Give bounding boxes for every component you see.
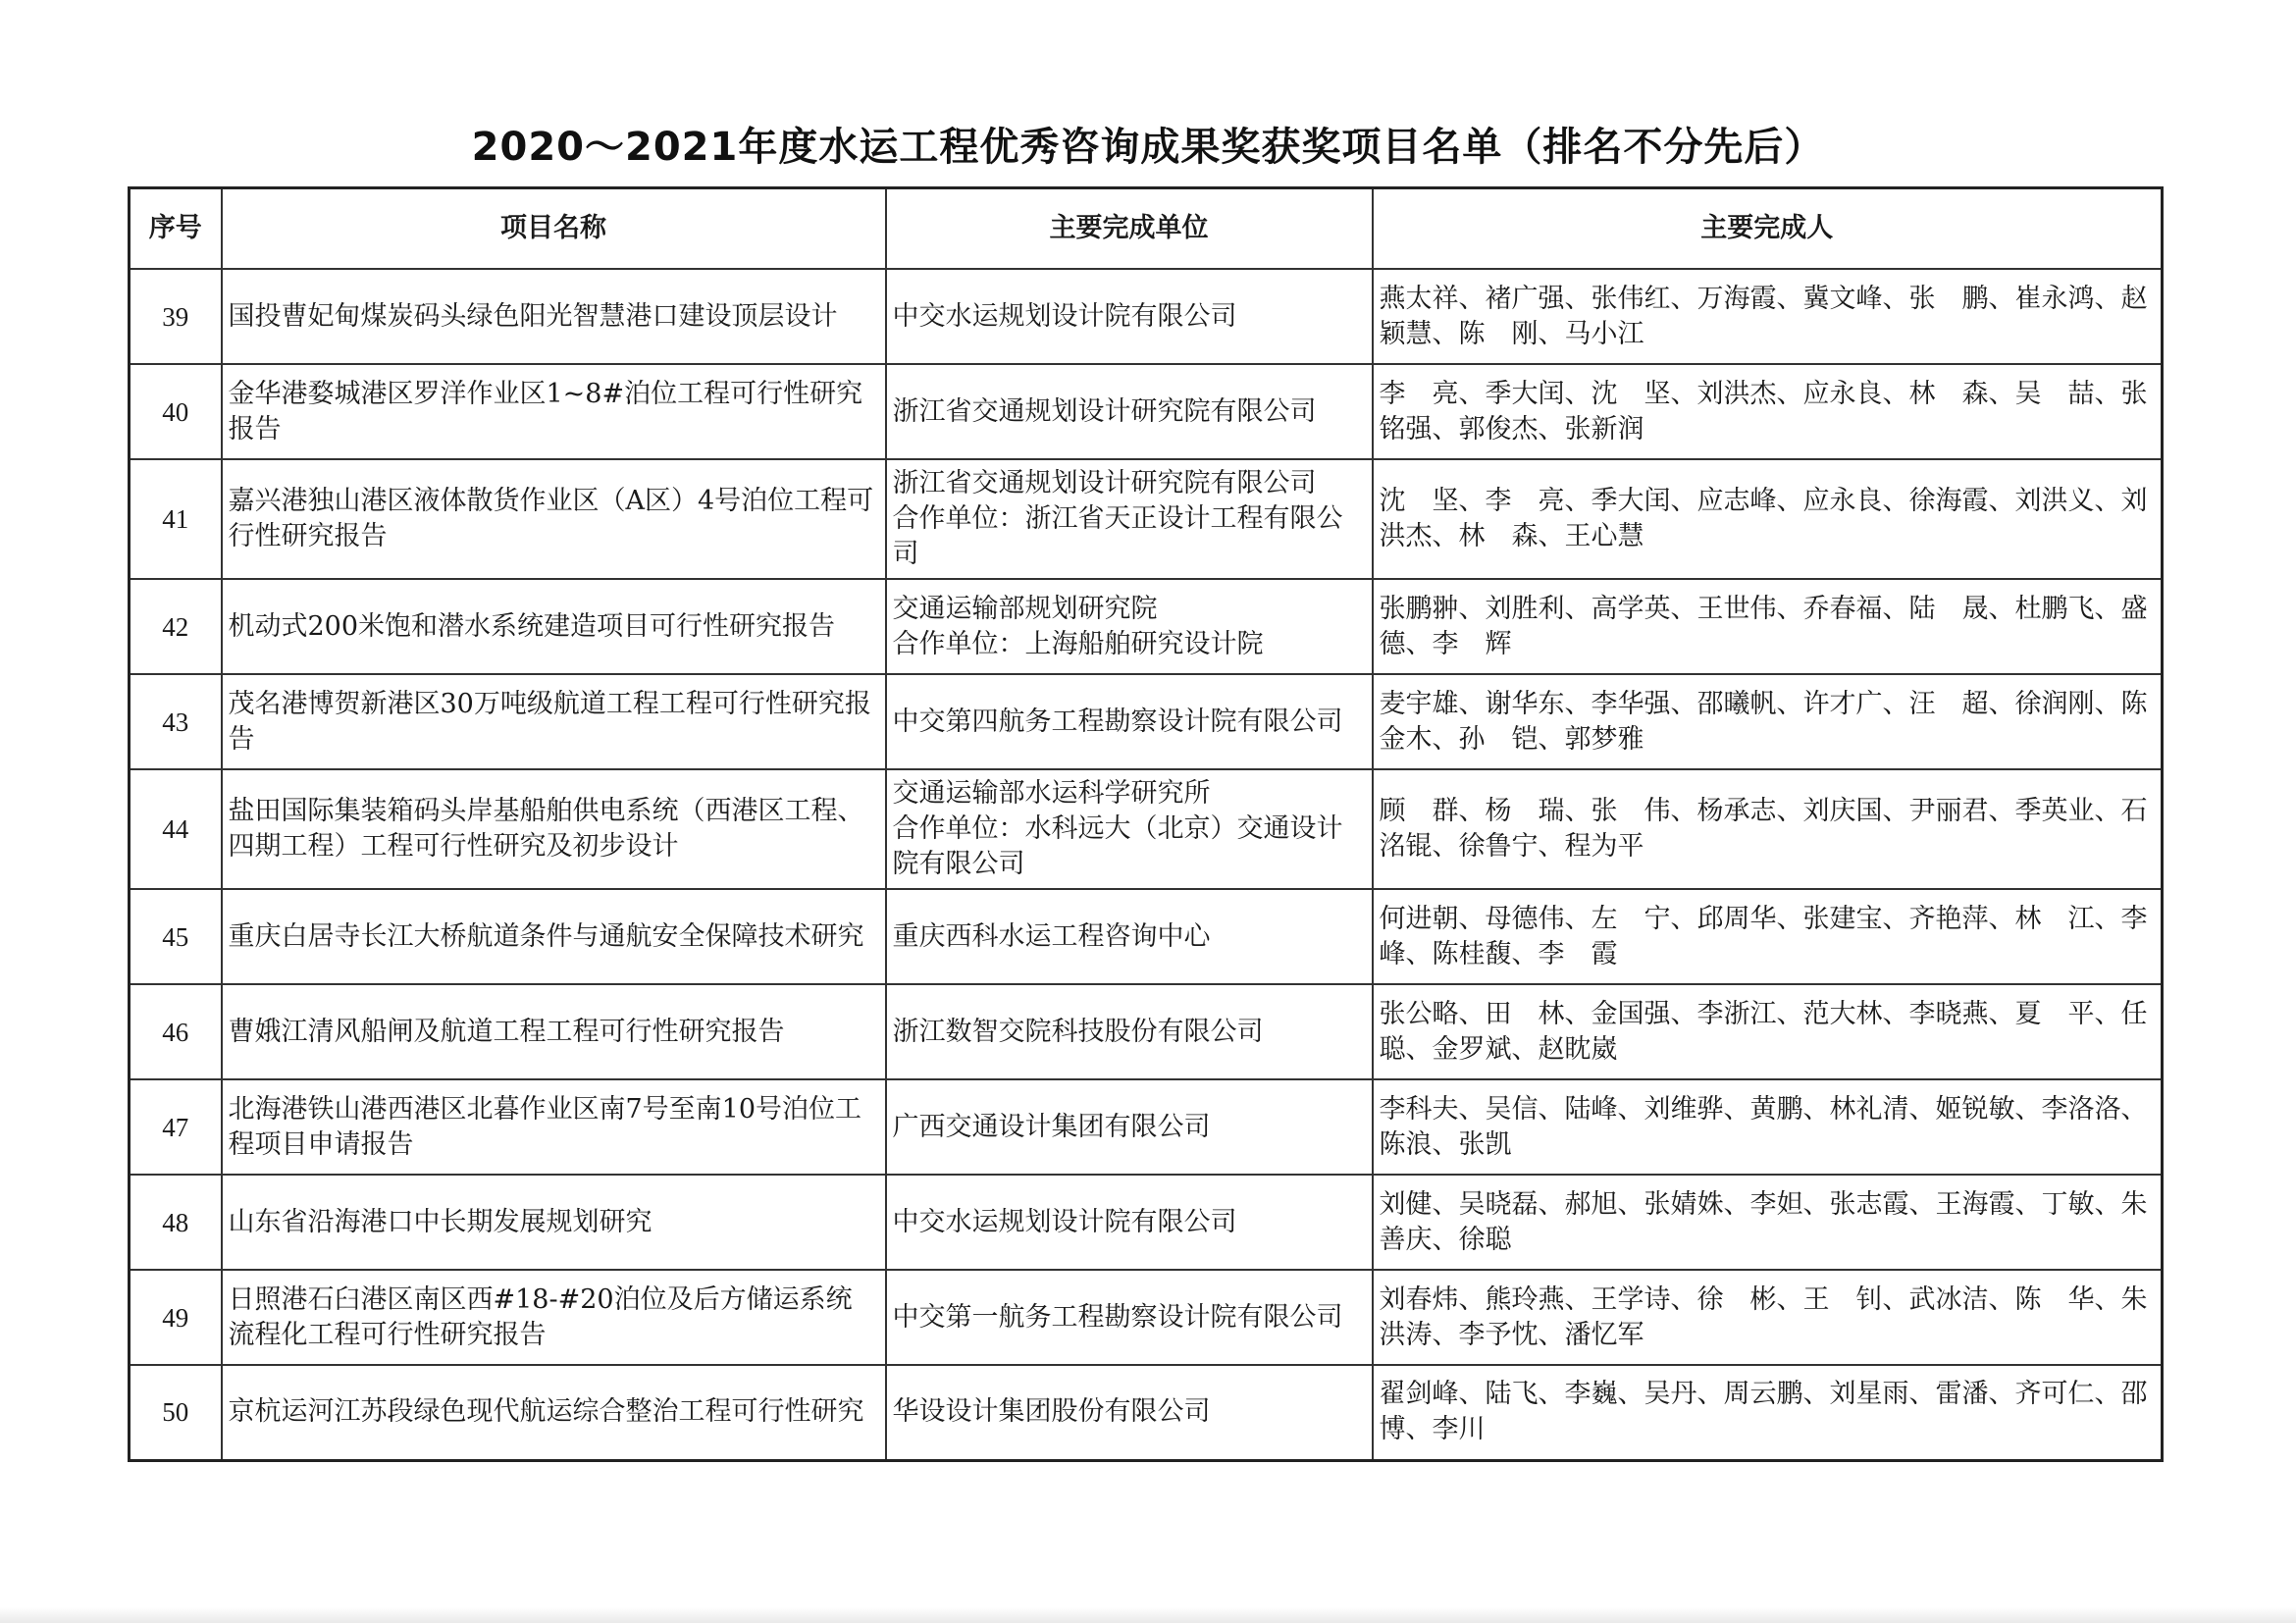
row-seq: 49 bbox=[130, 1270, 222, 1365]
row-seq: 45 bbox=[130, 889, 222, 984]
row-project-name: 机动式200米饱和潜水系统建造项目可行性研究报告 bbox=[222, 579, 886, 674]
row-seq: 41 bbox=[130, 459, 222, 579]
row-seq: 40 bbox=[130, 364, 222, 459]
row-project-name: 曹娥江清风船闸及航道工程工程可行性研究报告 bbox=[222, 984, 886, 1079]
row-seq: 44 bbox=[130, 769, 222, 889]
row-main-people: 张鹏翀、刘胜利、高学英、王世伟、乔春福、陆 晟、杜鹏飞、盛德、李 辉 bbox=[1373, 579, 2163, 674]
row-project-name: 嘉兴港独山港区液体散货作业区（A区）4号泊位工程可行性研究报告 bbox=[222, 459, 886, 579]
row-main-unit: 浙江省交通规划设计研究院有限公司 bbox=[886, 364, 1373, 459]
row-main-unit: 中交第四航务工程勘察设计院有限公司 bbox=[886, 674, 1373, 769]
row-seq: 47 bbox=[130, 1079, 222, 1175]
row-main-people: 李 亮、季大闰、沈 坚、刘洪杰、应永良、林 森、吴 喆、张铭强、郭俊杰、张新润 bbox=[1373, 364, 2163, 459]
table-header-row bbox=[130, 188, 2163, 270]
table-row bbox=[130, 1365, 2163, 1460]
row-main-people: 翟剑峰、陆飞、李巍、吴丹、周云鹏、刘星雨、雷潘、齐可仁、邵博、李川 bbox=[1373, 1365, 2163, 1460]
row-main-people: 李科夫、吴信、陆峰、刘维骅、黄鹏、林礼清、姬锐敏、李洛洛、陈浪、张凯 bbox=[1373, 1079, 2163, 1175]
row-main-people: 燕太祥、褚广强、张伟红、万海霞、冀文峰、张 鹏、崔永鸿、赵颖慧、陈 刚、马小江 bbox=[1373, 269, 2163, 364]
table-row bbox=[130, 1175, 2163, 1270]
row-seq: 42 bbox=[130, 579, 222, 674]
row-main-people: 麦宇雄、谢华东、李华强、邵曦帆、许才广、汪 超、徐润刚、陈金木、孙 铠、郭梦雅 bbox=[1373, 674, 2163, 769]
row-seq: 48 bbox=[130, 1175, 222, 1270]
header-main-unit: 主要完成单位 bbox=[886, 188, 1373, 270]
table-row bbox=[130, 769, 2163, 889]
table-row bbox=[130, 1270, 2163, 1365]
table-row bbox=[130, 889, 2163, 984]
row-main-unit: 交通运输部规划研究院 合作单位：上海船舶研究设计院 bbox=[886, 579, 1373, 674]
row-main-unit: 重庆西科水运工程咨询中心 bbox=[886, 889, 1373, 984]
row-main-unit: 中交水运规划设计院有限公司 bbox=[886, 1175, 1373, 1270]
row-project-name: 国投曹妃甸煤炭码头绿色阳光智慧港口建设顶层设计 bbox=[222, 269, 886, 364]
row-main-unit: 中交第一航务工程勘察设计院有限公司 bbox=[886, 1270, 1373, 1365]
row-project-name: 盐田国际集装箱码头岸基船舶供电系统（西港区工程、四期工程）工程可行性研究及初步设计 bbox=[222, 769, 886, 889]
row-main-unit: 浙江省交通规划设计研究院有限公司 合作单位：浙江省天正设计工程有限公司 bbox=[886, 459, 1373, 579]
row-main-people: 刘春炜、熊玲燕、王学诗、徐 彬、王 钊、武冰洁、陈 华、朱洪涛、李予忱、潘忆军 bbox=[1373, 1270, 2163, 1365]
table-row bbox=[130, 269, 2163, 364]
row-main-unit: 中交水运规划设计院有限公司 bbox=[886, 269, 1373, 364]
row-seq: 46 bbox=[130, 984, 222, 1079]
row-main-unit: 浙江数智交院科技股份有限公司 bbox=[886, 984, 1373, 1079]
award-table bbox=[128, 186, 2164, 1462]
row-project-name: 金华港婺城港区罗洋作业区1~8#泊位工程可行性研究报告 bbox=[222, 364, 886, 459]
table-row bbox=[130, 1079, 2163, 1175]
row-main-unit: 华设设计集团股份有限公司 bbox=[886, 1365, 1373, 1460]
row-main-people: 张公略、田 林、金国强、李浙江、范大林、李晓燕、夏 平、任聪、金罗斌、赵眈崴 bbox=[1373, 984, 2163, 1079]
row-project-name: 日照港石臼港区南区西#18-#20泊位及后方储运系统流程化工程可行性研究报告 bbox=[222, 1270, 886, 1365]
row-project-name: 重庆白居寺长江大桥航道条件与通航安全保障技术研究 bbox=[222, 889, 886, 984]
row-seq: 39 bbox=[130, 269, 222, 364]
row-main-people: 刘健、吴晓磊、郝旭、张婧姝、李妲、张志霞、王海霞、丁敏、朱善庆、徐聪 bbox=[1373, 1175, 2163, 1270]
row-project-name: 京杭运河江苏段绿色现代航运综合整治工程可行性研究 bbox=[222, 1365, 886, 1460]
header-project-name: 项目名称 bbox=[222, 188, 886, 270]
row-seq: 50 bbox=[130, 1365, 222, 1460]
row-main-unit: 广西交通设计集团有限公司 bbox=[886, 1079, 1373, 1175]
row-main-people: 何进朝、母德伟、左 宁、邱周华、张建宝、齐艳萍、林 江、李峰、陈桂馥、李 霞 bbox=[1373, 889, 2163, 984]
page-title: 2020～2021年度水运工程优秀咨询成果奖获奖项目名单（排名不分先后） bbox=[471, 125, 1825, 170]
row-main-unit: 交通运输部水运科学研究所 合作单位：水科远大（北京）交通设计院有限公司 bbox=[886, 769, 1373, 889]
scan-edge-shadow bbox=[0, 1607, 2296, 1623]
row-seq: 43 bbox=[130, 674, 222, 769]
table-row bbox=[130, 364, 2163, 459]
row-project-name: 茂名港博贺新港区30万吨级航道工程工程可行性研究报告 bbox=[222, 674, 886, 769]
header-seq: 序号 bbox=[130, 188, 222, 270]
header-main-people: 主要完成人 bbox=[1373, 188, 2163, 270]
row-project-name: 北海港铁山港西港区北暮作业区南7号至南10号泊位工程项目申请报告 bbox=[222, 1079, 886, 1175]
table-row bbox=[130, 984, 2163, 1079]
table-row bbox=[130, 579, 2163, 674]
row-main-people: 沈 坚、李 亮、季大闰、应志峰、应永良、徐海霞、刘洪义、刘洪杰、林 森、王心慧 bbox=[1373, 459, 2163, 579]
table-row bbox=[130, 459, 2163, 579]
row-main-people: 顾 群、杨 瑞、张 伟、杨承志、刘庆国、尹丽君、季英业、石洺锟、徐鲁宁、程为平 bbox=[1373, 769, 2163, 889]
table-row bbox=[130, 674, 2163, 769]
row-project-name: 山东省沿海港口中长期发展规划研究 bbox=[222, 1175, 886, 1270]
